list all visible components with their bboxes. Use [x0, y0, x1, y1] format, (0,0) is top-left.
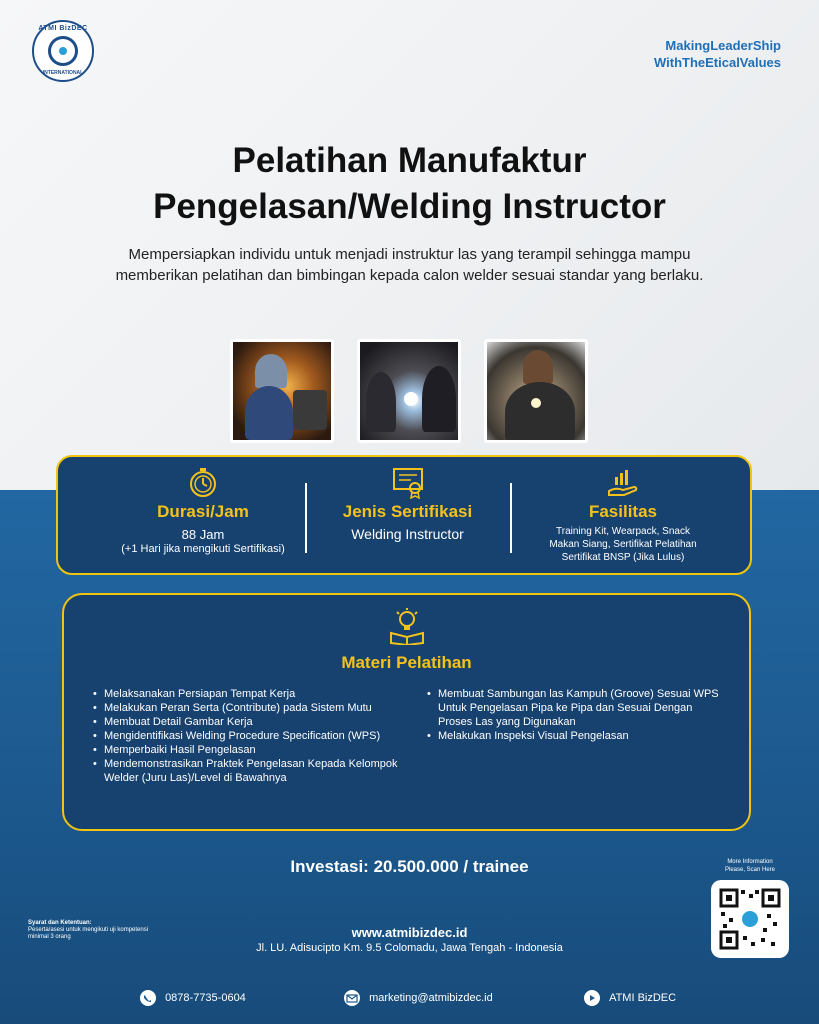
divider: [510, 483, 512, 553]
materi-list-left: [92, 687, 412, 785]
certificate-icon: [391, 465, 425, 499]
sertifikasi-title: Jenis Sertifikasi: [342, 502, 473, 521]
sertifikasi-column: [310, 457, 505, 577]
list-item: • Memperbaiki Hasil Pengelasan: [92, 743, 412, 757]
list-item: • Melaksanakan Persiapan Tempat Kerja: [92, 687, 412, 701]
durasi-column: [98, 457, 308, 577]
email-address: marketing@atmibizdec.id: [369, 992, 493, 1005]
subtitle-line1: Mempersiapkan individu untuk menjadi instruktur las yang terampil sehingga mampu: [128, 246, 691, 263]
list-item: • Mengidentifikasi Welding Procedure Specification (WPS): [92, 729, 412, 743]
phone-contact[interactable]: [140, 990, 246, 1006]
welding-photo-3: [484, 339, 588, 443]
list-item: • Mendemonstrasikan Praktek Pengelasan Kepada Kelompok Welder (Juru Las)/Level di Bawahnya: [92, 757, 412, 785]
title-line2: Pengelasan/Welding Instructor: [153, 187, 666, 226]
email-contact[interactable]: [344, 990, 493, 1006]
hand-chart-icon: [606, 465, 640, 499]
whatsapp-icon: [140, 990, 156, 1006]
materi-panel: [62, 593, 751, 831]
fasilitas-text: [518, 525, 728, 564]
title-line1: Pelatihan Manufaktur: [232, 141, 587, 180]
address: Jl. LU. Adisucipto Km. 9.5 Colomadu, Jawa Tengah - Indonesia: [256, 942, 563, 954]
email-icon: [344, 990, 360, 1006]
welding-photo-1: [230, 339, 334, 443]
tagline-line1: MakingLeaderShip: [665, 38, 781, 53]
fasilitas-line3: Sertifikat BNSP (Jika Lulus): [561, 552, 685, 563]
page-subtitle: [90, 244, 729, 286]
welding-photo-2: [357, 339, 461, 443]
phone-number: 0878-7735-0604: [165, 992, 246, 1005]
tagline-line2: WithTheEticalValues: [653, 55, 781, 70]
lightbulb-book-icon: [388, 607, 426, 645]
divider: [305, 483, 307, 553]
more-info-text: [710, 858, 790, 874]
materi-list-right: [426, 687, 726, 743]
info-panel: [56, 455, 752, 575]
durasi-text: [98, 527, 308, 557]
durasi-note: (+1 Hari jika mengikuti Sertifikasi): [121, 543, 285, 555]
stopwatch-icon: [186, 465, 220, 499]
terms-title: Syarat dan Ketentuan:: [28, 920, 92, 926]
durasi-title: Durasi/Jam: [157, 502, 249, 521]
tagline: [654, 37, 781, 71]
youtube-icon: [584, 990, 600, 1006]
fasilitas-title: Fasilitas: [588, 502, 658, 521]
materi-title: Materi Pelatihan: [341, 653, 472, 672]
logo-text-top: ATMI BizDEC: [38, 25, 88, 32]
fasilitas-line1: Training Kit, Wearpack, Snack: [556, 526, 690, 537]
subtitle-line2: memberikan pelatihan dan bimbingan kepada calon welder sesuai standar yang berlaku.: [115, 267, 704, 284]
investasi-price: Investasi: 20.500.000 / trainee: [290, 857, 529, 876]
fasilitas-line2: Makan Siang, Sertifikat Pelatihan: [549, 539, 697, 550]
more-info-line1: More Information: [727, 859, 773, 865]
website-link[interactable]: www.atmibizdec.id: [351, 925, 468, 940]
logo-text-bottom: INTERNATIONAL: [42, 70, 84, 76]
page-title: [0, 138, 819, 230]
more-info-line2: Please, Scan Here: [724, 867, 776, 873]
youtube-contact[interactable]: [584, 990, 676, 1006]
atmi-bizdec-logo: [32, 20, 94, 82]
fasilitas-column: [518, 457, 728, 577]
logo-ring-icon: [48, 36, 78, 66]
durasi-hours: 88 Jam: [181, 527, 225, 542]
list-item: • Melakukan Peran Serta (Contribute) pada Sistem Mutu: [92, 701, 412, 715]
youtube-channel: ATMI BizDEC: [609, 992, 677, 1005]
sertifikasi-text: Welding Instructor: [351, 526, 464, 542]
list-item: • Membuat Detail Gambar Kerja: [92, 715, 412, 729]
terms-text: Peserta/asesi untuk mengikuti uji kompetensi minimal 3 orang: [28, 927, 149, 940]
list-item: • Melakukan Inspeksi Visual Pengelasan: [426, 729, 726, 743]
list-item: • Membuat Sambungan las Kampuh (Groove) Sesuai WPS Untuk Pengelasan Pipa ke Pipa dan Sesuai Dengan Proses Las yang Digunakan: [426, 687, 726, 729]
